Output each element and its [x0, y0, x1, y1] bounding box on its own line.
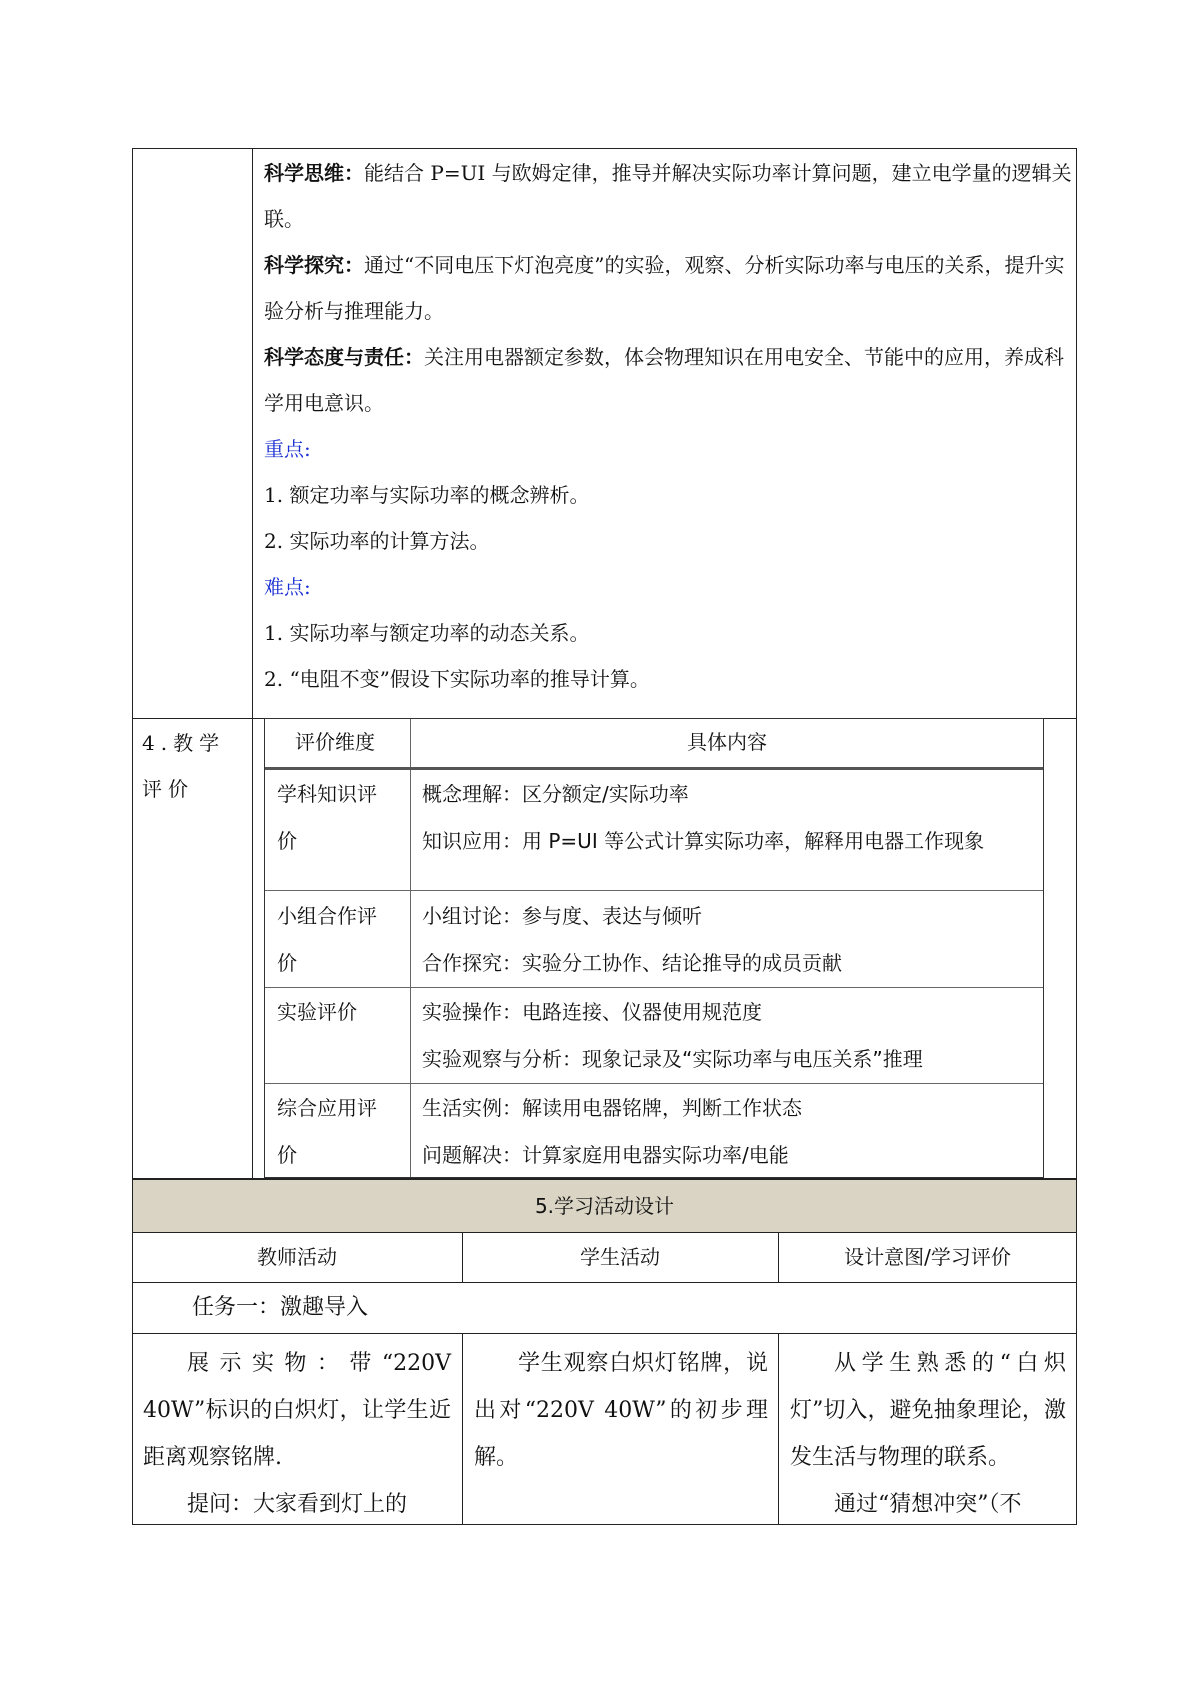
- difficulty-heading: 难点:: [264, 575, 311, 599]
- evaluation-content-line: 合作探究：实验分工协作、结论推导的成员贡献: [422, 951, 842, 975]
- evaluation-header-dimension: 评价维度: [295, 730, 375, 754]
- column-header-intent: 设计意图/学习评价: [844, 1245, 1011, 1269]
- teacher-activity-paragraph: 提问：大家看到灯上的: [187, 1492, 408, 1517]
- evaluation-row-divider: [265, 987, 1043, 988]
- evaluation-header-divider: [265, 767, 1043, 770]
- evaluation-content-line: 小组讨论：参与度、表达与倾听: [422, 904, 702, 928]
- evaluation-row-divider: [265, 1083, 1043, 1084]
- evaluation-content-line: 问题解决：计算家庭用电器实际功率/电能: [422, 1143, 789, 1167]
- objective-attitude: 科学态度与责任：关注用电器额定参数，体会物理知识在用电安全、节能中的应用，养成科学用电意识。: [264, 345, 1064, 415]
- evaluation-dimension: 学科知识评价: [277, 782, 377, 853]
- student-activity-cell: [474, 1340, 768, 1481]
- evaluation-dimension: 综合应用评价: [277, 1096, 377, 1167]
- evaluation-header-content: 具体内容: [687, 730, 767, 754]
- intent-cell: [790, 1340, 1066, 1528]
- objective-inquiry: 科学探究：通过“不同电压下灯泡亮度”的实验，观察、分析实际功率与电压的关系，提升实验分析与推理能力。: [264, 253, 1065, 323]
- evaluation-content-line: 概念理解：区分额定/实际功率: [422, 782, 689, 806]
- column-header-teacher: 教师活动: [257, 1245, 337, 1269]
- evaluation-content-line: 实验操作：电路连接、仪器使用规范度: [422, 1000, 762, 1024]
- activity-column-divider: [462, 1333, 463, 1525]
- key-point-item: 1. 额定功率与实际功率的概念辨析。: [264, 483, 590, 507]
- key-points-heading: 重点:: [264, 437, 311, 461]
- evaluation-section-label: 4.教学评价: [142, 731, 226, 801]
- evaluation-content-line: 知识应用：用 P=UI 等公式计算实际功率，解释用电器工作现象: [422, 829, 985, 853]
- difficulty-item: 1. 实际功率与额定功率的动态关系。: [264, 621, 590, 645]
- intent-paragraph: 通过“猜想冲突”（不: [834, 1492, 1022, 1517]
- activity-section-title: 5.学习活动设计: [132, 1179, 1077, 1233]
- activity-column-divider: [778, 1333, 779, 1525]
- column-header-student: 学生活动: [580, 1245, 660, 1269]
- student-activity-paragraph: 学生观察白炽灯铭牌，说出对“220V 40W”的初步理解。: [474, 1351, 768, 1470]
- objectives-cell: [264, 150, 1074, 702]
- evaluation-dimension: 小组合作评价: [277, 904, 377, 975]
- teacher-activity-paragraph: 展示实物：带“220V 40W”标识的白炽灯，让学生近距离观察铭牌.: [143, 1351, 451, 1470]
- evaluation-column-divider: [410, 719, 411, 1177]
- objective-thinking: 科学思维：能结合 P=UI 与欧姆定律，推导并解决实际功率计算问题，建立电学量的逻辑关联。: [264, 161, 1072, 231]
- evaluation-table: [264, 718, 1044, 1178]
- evaluation-content-line: 实验观察与分析：现象记录及“实际功率与电压关系”推理: [422, 1047, 923, 1071]
- label-column-divider: [252, 148, 253, 1179]
- evaluation-dimension: 实验评价: [277, 1000, 357, 1024]
- activity-task-divider: [132, 1333, 1077, 1334]
- difficulty-item: 2. “电阻不变”假设下实际功率的推导计算。: [264, 667, 650, 691]
- teacher-activity-cell: [143, 1340, 451, 1528]
- intent-paragraph: 从学生熟悉的“白炽灯”切入，避免抽象理论，激发生活与物理的联系。: [790, 1351, 1066, 1470]
- task-title: 任务一：激趣导入: [192, 1295, 369, 1320]
- key-point-item: 2. 实际功率的计算方法。: [264, 529, 490, 553]
- activity-header-divider: [132, 1282, 1077, 1283]
- evaluation-content-line: 生活实例：解读用电器铭牌，判断工作状态: [422, 1096, 802, 1120]
- evaluation-row-divider: [265, 890, 1043, 891]
